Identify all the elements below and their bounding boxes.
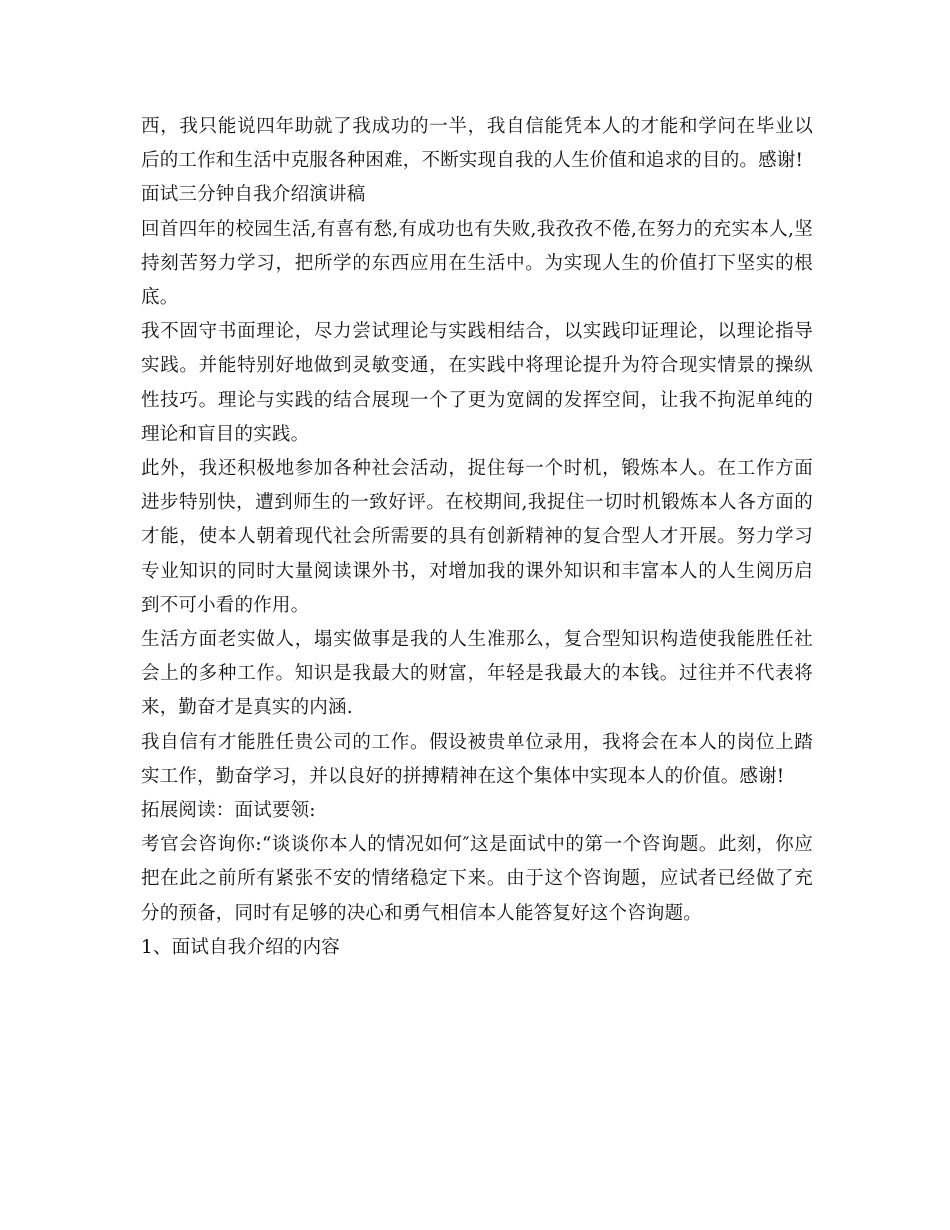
- paragraph-confidence: 我自信有才能胜任贵公司的工作。假设被贵单位录用，我将会在本人的岗位上踏实工作，勤奋学习，并以良好的拼搏精神在这个集体中实现本人的价值。感谢!: [141, 731, 813, 787]
- section-title-introduction-content: 1、面试自我介绍的内容: [141, 936, 340, 958]
- paragraph-theory-practice: 我不固守书面理论，尽力尝试理论与实践相结合，以实践印证理论，以理论指导实践。并能特别好地做到灵敏变通，在实践中将理论提升为符合现实情景的操纵性技巧。理论与实践的结合展现一个了更为宽阔的发挥空间，让我不拘泥单纯的理论和盲目的实践。: [141, 321, 813, 445]
- document-body: [141, 110, 813, 965]
- paragraph-campus-life: 回首四年的校园生活,有喜有愁,有成功也有失败,我孜孜不倦,在努力的充实本人,坚持刻苦努力学习，把所学的东西应用在生活中。为实现人生的价值打下坚实的根底。: [141, 218, 813, 309]
- paragraph-life-principles: 生活方面老实做人，塌实做事是我的人生准那么，复合型知识构造使我能胜任社会上的多种工作。知识是我最大的财富，年轻是我最大的本钱。过往并不代表将来，勤奋才是真实的内涵.: [141, 629, 813, 719]
- paragraph-interviewer-question: 考官会咨询你:“谈谈你本人的情况如何″这是面试中的第一个咨询题。此刻，你应把在此之前所有紧张不安的情绪稳定下来。由于这个咨询题，应试者已经做了充分的预备，同时有足够的决心和勇气相信本人能答复好这个咨询题。: [141, 834, 813, 924]
- section-title-extended-reading: 拓展阅读：面试要领:: [141, 800, 316, 822]
- paragraph-social-activities: 此外，我还积极地参加各种社会活动，捉住每一个时机，锻炼本人。在工作方面进步特别快，遭到师生的一致好评。在校期间,我捉住一切时机锻炼本人各方面的才能，使本人朝着现代社会所需要的具有创新精神的复合型人才开展。努力学习专业知识的同时大量阅读课外书，对增加我的课外知识和丰富本人的人生阅历启到不可小看的作用。: [141, 458, 813, 616]
- paragraph-intro-ending: 西，我只能说四年助就了我成功的一半，我自信能凭本人的才能和学问在毕业以后的工作和生活中克服各种困难，不断实现自我的人生价值和追求的目的。感谢!: [141, 116, 813, 172]
- section-title-speech: 面试三分钟自我介绍演讲稿: [141, 184, 366, 206]
